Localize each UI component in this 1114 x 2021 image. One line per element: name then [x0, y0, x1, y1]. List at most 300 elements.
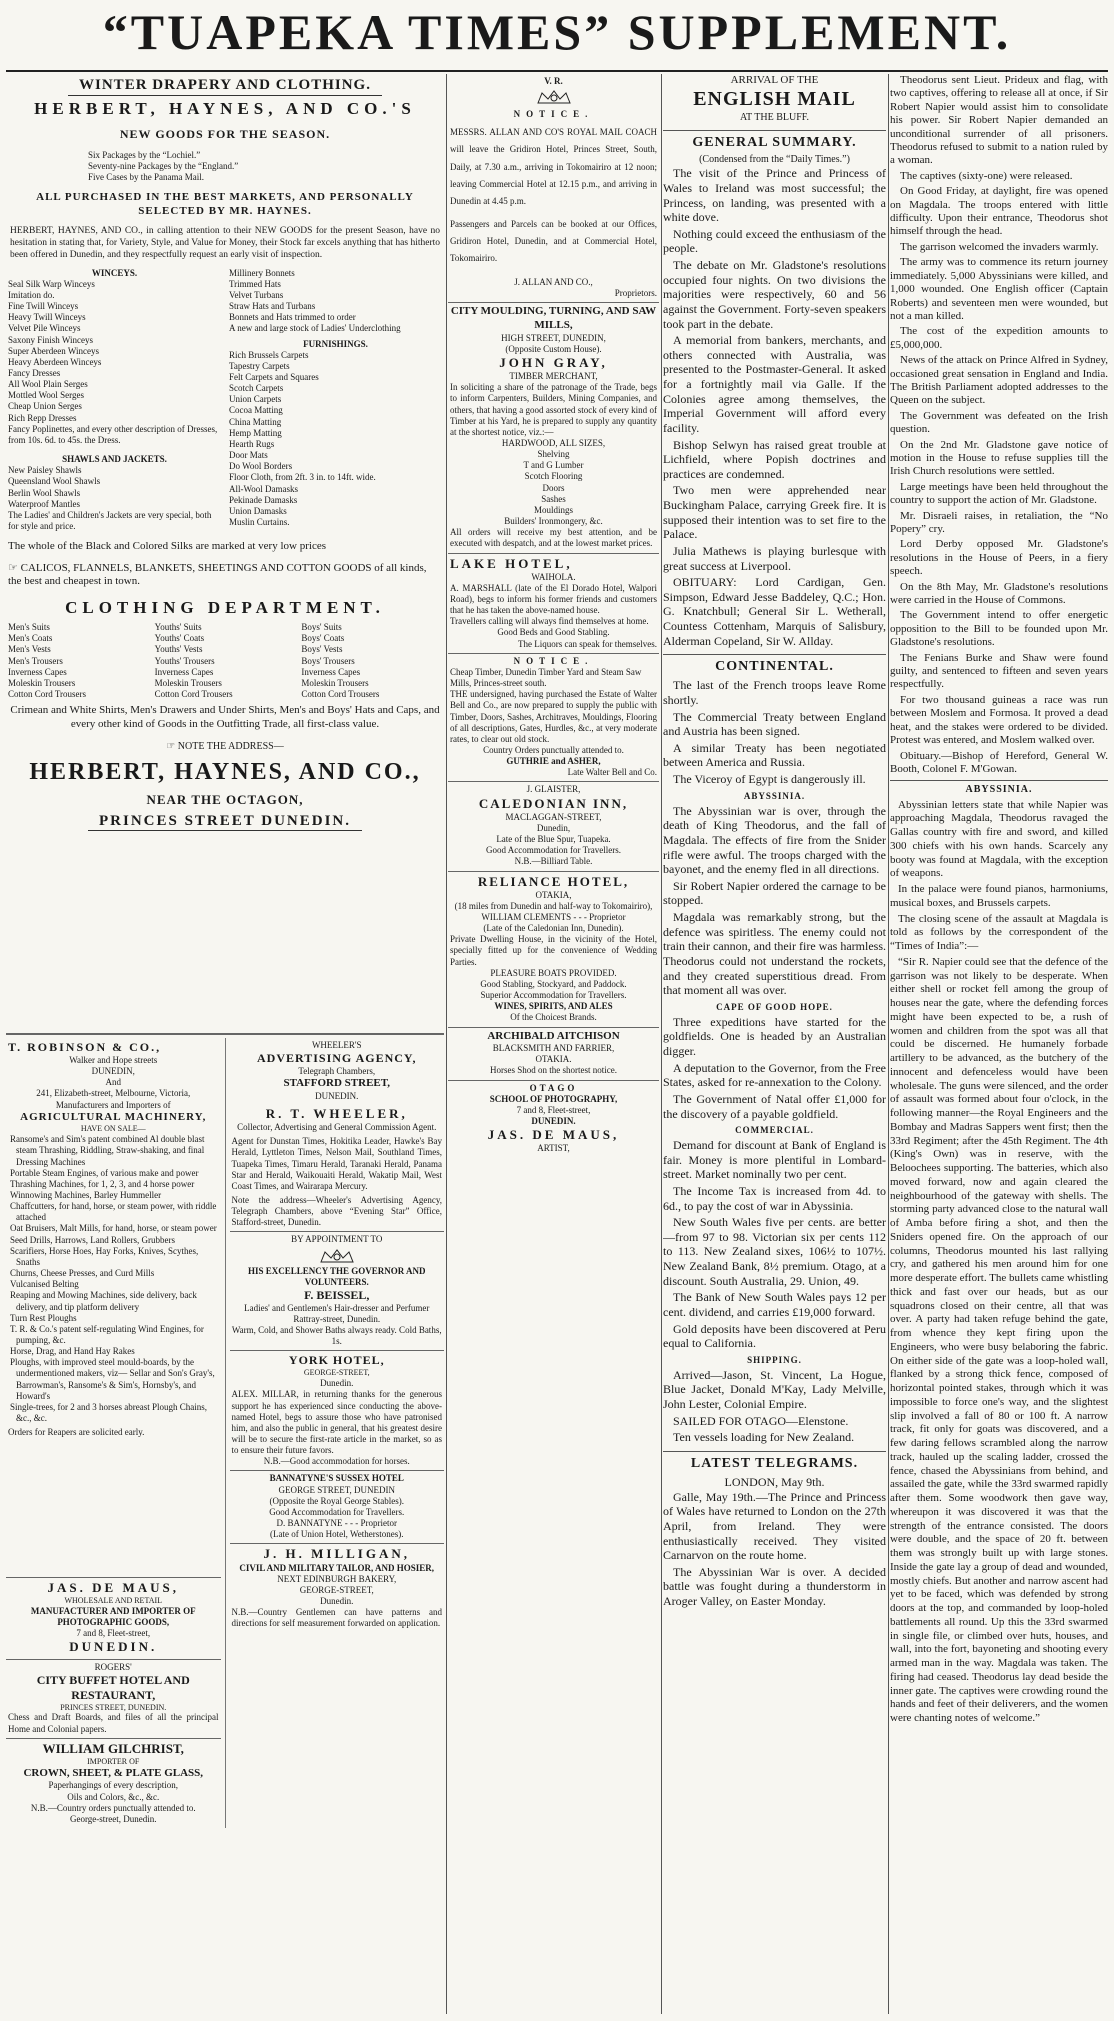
gray-ad: [448, 303, 659, 553]
masthead-rule: [6, 70, 1108, 72]
paragraph: Julia Mathews is playing burlesque with great success at Liverpool.: [663, 543, 886, 573]
list-item: Fancy Poplinettes, and every other description of Dresses, from 10s. 6d. to 45s. the Dress.: [8, 423, 218, 445]
list-item: Mottled Wool Serges: [8, 390, 84, 401]
bannatyne-prop: D. BANNATYNE - - - Proprietor: [276, 1518, 397, 1529]
list-item: New Paisley Shawls: [8, 465, 82, 476]
list-item: Inverness Capes: [154, 666, 214, 677]
wheeler-text: Agent for Dunstan Times, Hokitika Leader, Hawke's Bay Herald, Lyttleton Times, Nelson Mail, Southland Times, Tuapeka Times, Timaru Herald, Taranaki Herald, Panama Star and Herald, Waikouaiti Herald, Wakatip Mail, West Coast Times, and Wairarapa Mercury.: [231, 1136, 442, 1191]
paragraph: The Abyssinian war is over, through the death of King Theodorus, and the fall of Magdala. The effects of fire from the Snider rifle were awful. The troops charged with the bayonet, and the enemy fled in all directions.: [663, 803, 886, 877]
hh-shawls-list: [8, 465, 221, 532]
list-item: Seal Silk Warp Winceys: [8, 278, 95, 289]
list-item: Tapestry Carpets: [229, 360, 290, 371]
paragraph: The debate on Mr. Gladstone's resolutions occupied four nights. On two divisions the majorities were respectively, 60 and 56 against the Government. Forty-seven speakers took part in the debate.: [663, 258, 886, 331]
hh-clothing-list: [155, 622, 296, 700]
list-item: Reaping and Mowing Machines, side delivery, back delivery, and tip platform delivery: [10, 1290, 197, 1312]
bannatyne-late: (Late of Union Hotel, Wetherstones).: [269, 1529, 404, 1540]
paragraph: The last of the French troops leave Rome shortly.: [663, 678, 886, 707]
column-rule: [446, 74, 447, 2014]
news-continued: [890, 74, 1108, 1726]
paragraph: News of the attack on Prince Alfred in Sydney, occasioned great sensation in England and India. The British Parliament adopted addresses to the Queen on the subject.: [890, 354, 1108, 407]
milligan-line: NEXT EDINBURGH BAKERY,: [277, 1573, 397, 1584]
otago-name: JAS. DE MAUS,: [487, 1127, 620, 1143]
hh-street: PRINCES STREET DUNEDIN.: [88, 812, 362, 832]
caledonian-street: MACLAGGAN-STREET,: [505, 811, 602, 822]
demaus-line: WHOLESALE AND RETAIL: [64, 1596, 163, 1606]
wheeler-line: Telegraph Chambers,: [298, 1066, 376, 1077]
list-item: Men's Coats: [8, 633, 53, 644]
wheeler-line: DUNEDIN.: [315, 1090, 359, 1101]
paragraph: The Commercial Treaty between England and Austria has been signed.: [663, 709, 886, 739]
reliance-late: (Late of the Caledonian Inn, Dunedin).: [483, 923, 624, 934]
paragraph: The Fenians Burke and Shaw were found guilty, and sentenced to fifteen and seven years respectfully.: [890, 651, 1108, 691]
list-item: Trimmed Hats: [229, 278, 281, 289]
herbert-haynes-ad: [6, 74, 444, 1034]
list-item: Scarifiers, Horse Hoes, Hay Forks, Knives, Scythes, Snaths: [10, 1245, 199, 1267]
mail-paragraphs: [663, 1490, 886, 1609]
hh-shawls-heading: SHAWLS AND JACKETS.: [62, 454, 167, 465]
mail-paragraphs: [663, 678, 886, 786]
paragraph: The Government was defeated on the Irish question.: [890, 409, 1108, 436]
robinson-name: T. ROBINSON & CO.,: [8, 1040, 162, 1054]
list-item: Walker and Hope streets: [69, 1054, 158, 1065]
list-item: Thrashing Machines, for 1, 2, 3, and 4 horse power: [10, 1178, 195, 1189]
list-item: All-Wool Damasks: [229, 483, 299, 494]
mail-subheading: ABYSSINIA.: [743, 790, 806, 801]
mail-paragraphs: [663, 1138, 886, 1351]
list-item: Cocoa Matting: [229, 405, 283, 416]
mail-bluff: AT THE BLUFF.: [739, 111, 810, 123]
mail-paragraphs: [663, 166, 886, 648]
york-hotel-ad: [230, 1351, 445, 1471]
royal-crest-icon: [317, 1248, 357, 1264]
hh-firm: HERBERT, HAYNES, AND CO.'S: [34, 98, 416, 118]
beissel-name: F. BEISSEL,: [304, 1287, 370, 1302]
wheeler-name: R. T. WHEELER,: [265, 1105, 408, 1121]
reliance-stab: Good Stabling, Stockyard, and Paddock.: [480, 978, 627, 989]
english-mail-article: [663, 74, 886, 1609]
list-item: Imitation do.: [8, 289, 55, 300]
list-item: Muslin Curtains.: [229, 517, 290, 527]
paragraph: On the 8th May, Mr. Gladstone's resolutions were carried in the House of Commons.: [890, 580, 1108, 607]
paragraph: Mr. Disraeli raises, in retaliation, the “No Popery” cry.: [890, 509, 1108, 535]
hh-note-text: NOTE THE ADDRESS—: [177, 741, 284, 753]
list-item: T. R. & Co.'s patent self-regulating Wind Engines, for pumping, &c.: [10, 1323, 204, 1345]
list-item: Cheap Union Serges: [8, 401, 82, 412]
col1-lower: [6, 1034, 444, 1828]
list-item: Youths' Coats: [154, 633, 205, 644]
wheeler-note: Note the address—Wheeler's Advertising Agency, Telegraph Chambers, above “Evening Star” Office, Stafford-street, Dunedin.: [231, 1195, 442, 1228]
paragraph: The captives (sixty-one) were released.: [900, 169, 1073, 182]
lake-hotel-ad: [448, 554, 659, 654]
list-item: Mouldings: [533, 504, 573, 515]
wheeler-role: Collector, Advertising and General Commission Agent.: [237, 1122, 437, 1133]
hh-furnishings-heading: FURNISHINGS.: [303, 338, 368, 349]
mail-paragraphs: [663, 1368, 886, 1445]
paragraph: Ten vessels loading for New Zealand.: [673, 1430, 855, 1445]
demaus-city: DUNEDIN.: [69, 1639, 158, 1655]
list-item: Queensland Wool Shawls: [8, 476, 101, 487]
gray-items: [450, 449, 657, 527]
hand-icon: ☞: [166, 741, 178, 753]
robinson-title: AGRICULTURAL MACHINERY,: [20, 1110, 207, 1123]
hh-millinery-list: [229, 268, 442, 335]
otago-line: SCHOOL OF PHOTOGRAPHY,: [489, 1093, 618, 1104]
wheeler-line: STAFFORD STREET,: [283, 1077, 391, 1090]
gilchrist-line: CROWN, SHEET, & PLATE GLASS,: [23, 1766, 204, 1779]
demaus-ad: [6, 1578, 221, 1660]
aitchison-name: ARCHIBALD AITCHISON: [487, 1029, 620, 1042]
hh-clothing-lists: [8, 622, 442, 700]
list-item: Pekinade Damasks: [229, 494, 298, 505]
wheeler-line: ADVERTISING AGENCY,: [256, 1051, 417, 1066]
wheeler-line: WHEELER'S: [311, 1040, 362, 1050]
royal-crest-icon: [534, 89, 574, 105]
list-item: Men's Suits: [8, 622, 50, 633]
allan-text: MESSRS. ALLAN AND CO'S ROYAL MAIL COACH will leave the Gridiron Hotel, Princes Street, South, Daily, at 7.30 a.m., arriving in Tokomairiro at 12 noon; leaving Commercial Hotel at 12.15 p.m., and arriving in Dunedin at 4.45 p.m.: [450, 127, 657, 206]
hh-winceys-heading: WINCEYS.: [91, 267, 138, 278]
list-item: A new and large stock of Ladies' Underclothing: [229, 323, 401, 334]
aitchison-text: Horses Shod on the shortest notice.: [490, 1065, 617, 1076]
paragraph: Abyssinian letters state that while Napier was approaching Magdala, Theodorus ravaged the Gallas country with fire and sword, and killed 300 chiefs with his own hands. Scarcely any booty was found at Magdala, with the exception of weapons.: [890, 798, 1108, 880]
list-item: Felt Carpets and Squares: [229, 371, 319, 382]
mail-cond: (Condensed from the “Daily Times.”): [699, 154, 850, 166]
robinson-items: [8, 1134, 219, 1424]
column-4: [890, 74, 1108, 2014]
reliance-prop: WILLIAM CLEMENTS - - - Proprietor: [481, 911, 626, 922]
paragraph: On the 2nd Mr. Gladstone gave notice of motion in the House to refuse supplies till the Irish Church resolutions were settled.: [890, 438, 1108, 478]
list-item: Rich Repp Dresses: [8, 412, 77, 423]
gilchrist-line: IMPORTER OF: [87, 1756, 140, 1766]
list-item: Ransome's and Sim's patent combined Al double blast steam Thrashing, Riddling, Straw-shaking, and final Dressing Machines: [10, 1134, 205, 1167]
bannatyne-name: BANNATYNE'S SUSSEX HOTEL: [269, 1473, 404, 1484]
otago-line: DUNEDIN.: [531, 1116, 576, 1127]
mail-heading: CONTINENTAL.: [663, 654, 886, 675]
paragraph: A similar Treaty has been negotiated between America and Russia.: [663, 740, 886, 770]
list-item: Youths' Trousers: [154, 655, 215, 666]
list-item: Cotton Cord Trousers: [154, 689, 233, 700]
list-item: Inverness Capes: [8, 666, 67, 677]
list-item: Fancy Dresses: [8, 367, 61, 378]
lake-beds: Good Beds and Good Stabling.: [497, 627, 610, 638]
gray-addr: HIGH STREET, DUNEDIN,: [501, 332, 606, 343]
allan-sig: J. ALLAN AND CO.,: [514, 277, 593, 288]
paragraph: Galle, May 19th.—The Prince and Princess of Wales have returned to London on the 27th April, from Ireland. They were enthusiastically received. They visited Carnarvon on the route home.: [663, 1489, 886, 1563]
bannatyne-ad: [230, 1471, 445, 1544]
paragraph: SAILED FOR OTAGO—Elenstone.: [673, 1413, 849, 1428]
rogers-ad: [6, 1660, 221, 1739]
mail-subheading: CAPE OF GOOD HOPE.: [716, 1001, 833, 1012]
list-item: Moleskin Trousers: [154, 677, 222, 688]
list-item: Fine Twill Winceys: [8, 301, 79, 312]
list-item: Churns, Cheese Presses, and Curd Mills: [10, 1268, 155, 1279]
paragraph: On Good Friday, at daylight, fire was opened on Magdala. The troops entered with little difficulty. Upon their entrance, Theodorus shot himself through the head.: [890, 185, 1108, 238]
hh-intro: HERBERT, HAYNES, AND CO., in calling attention to their NEW GOODS for the present Season, have no hesitation in stating that, for Variety, Style, and Value for Money, their Stock far excels anything that has hitherto been offered in Dunedin, and they respectfully request an early visit of inspection.: [10, 226, 440, 260]
hh-lists: [8, 268, 442, 533]
robinson-sale: HAVE ON SALE—: [80, 1124, 146, 1134]
aitchison-ad: [448, 1028, 659, 1081]
robinson-lines: [8, 1055, 219, 1111]
list-item: Boys' Coats: [301, 633, 345, 644]
beissel-baths: Warm, Cold, and Shower Baths always ready. Cold Baths, 1s.: [231, 1325, 442, 1347]
list-item: Velvet Turbans: [229, 289, 284, 300]
rogers-addr: PRINCES STREET, DUNEDIN.: [60, 1702, 167, 1712]
beissel-his: HIS EXCELLENCY THE GOVERNOR AND VOLUNTEERS.: [247, 1265, 426, 1287]
beissel-addr: Rattray-street, Dunedin.: [293, 1313, 381, 1324]
otago-line: 7 and 8, Fleet-street,: [516, 1104, 591, 1115]
guthrie-l1: Cheap Timber, Dunedin Timber Yard and Steam Saw Mills, Princes-street south.: [450, 666, 642, 689]
guthrie-text: THE undersigned, having purchased the Estate of Walter Bell and Co., are now prepared to supply the public with Timber, Doors, Sashes, Architraves, Mouldings, Flooring of all descriptions, Gates, Hurdles, &c., at very moderate rates, to clear out old stock.: [450, 689, 657, 744]
reliance-wines: WINES, SPIRITS, AND ALES: [494, 1001, 613, 1012]
otago-role: ARTIST,: [537, 1143, 570, 1154]
list-item: Seed Drills, Harrows, Land Rollers, Grubbers: [10, 1234, 175, 1245]
york-name: YORK HOTEL,: [288, 1353, 385, 1368]
allan-text2: Passengers and Parcels can be booked at our Offices, Gridiron Hotel, Dunedin, and at Commercial Hotel, Tokomairiro.: [450, 218, 657, 263]
rogers-text: Chess and Draft Boards, and files of all the principal Home and Colonial papers.: [8, 1712, 219, 1734]
guthrie-country: Country Orders punctually attended to.: [483, 745, 624, 755]
hh-winceys-list: [8, 279, 221, 446]
hh-firm-2: HERBERT, HAYNES, AND CO.,: [29, 758, 421, 785]
list-item: Builders' Ironmongery, &c.: [504, 516, 603, 527]
gilchrist-ad: [6, 1739, 221, 1828]
hh-ship: Six Packages by the “Lochiel.”: [88, 149, 201, 160]
paragraph: A deputation to the Governor, from the Free States, asked for re-annexation to the Colony.: [663, 1060, 886, 1090]
demaus-line: MANUFACTURER AND IMPORTER OF PHOTOGRAPHIC GOODS,: [30, 1606, 196, 1628]
list-item: Shelving: [537, 449, 570, 460]
gilchrist-line: Oils and Colors, &c., &c.: [67, 1791, 160, 1802]
column-rule: [888, 74, 889, 2014]
caledonian-nb: N.B.—Billiard Table.: [514, 856, 593, 867]
news-subheading: ABYSSINIA.: [890, 780, 1108, 796]
list-item: Vulcanised Belting: [10, 1279, 79, 1290]
paragraph: Arrived—Jason, St. Vincent, La Hogue, Blue Jacket, Donald M'Kay, Lady Melville, John Lester, Colonial Empire.: [663, 1367, 886, 1412]
reliance-sup: Superior Accommodation for Travellers.: [480, 990, 627, 1001]
paragraph: In the palace were found pianos, harmoniums, musical boxes, and Brussels carpets.: [890, 883, 1108, 909]
caledonian-ad: [448, 782, 659, 871]
paragraph: The closing scene of the assault at Magdala is told as follows by the correspondent of the “Times of India”:—: [890, 912, 1108, 952]
paragraph: Demand for discount at Bank of England is fair. Money is more plentiful in Lombard-street. Market nominally two per cent.: [663, 1138, 886, 1182]
gray-name: JOHN GRAY,: [499, 354, 608, 370]
paragraph: The army was to commence its return journey immediately. 5,000 Abyssinians were killed, and 1,000 wounded. One English officer (Captain Roberts) and seventeen men were wounded, but not a man killed.: [890, 256, 1108, 322]
beissel-text: Ladies' and Gentlemen's Hair-dresser and Perfumer: [244, 1302, 430, 1313]
beissel-ad: [230, 1232, 445, 1351]
list-item: The Ladies' and Children's Jackets are very special, both for style and price.: [8, 509, 212, 531]
column-3: [663, 74, 886, 2014]
list-item: Youths' Vests: [154, 644, 203, 655]
list-item: Manufacturers and Importers of: [55, 1099, 171, 1110]
paragraph: The Government intend to offer energetic opposition to the Bill to be founded upon Mr. Gladstone's resolutions.: [890, 609, 1108, 649]
gilchrist-line: Paperhangings of every description,: [48, 1780, 178, 1791]
hh-crimean: Crimean and White Shirts, Men's Drawers and Under Shirts, Men's and Boys' Hats and Caps, and every other kind of Goods in the Outfitting Trade, all first-class value.: [10, 704, 440, 730]
paragraph: Gold deposits have been discovered at Peru equal to California.: [663, 1321, 886, 1351]
list-item: Youths' Suits: [154, 622, 202, 633]
list-item: Ploughs, with improved steel mould-boards, by the undermentioned makers, viz— Sellar and Son's Gray's, Barrowman's, Ransome's & Sim's, Hornsby's, and Howard's: [10, 1357, 215, 1401]
mail-paragraphs: [663, 804, 886, 998]
masthead-title: “TUAPEKA TIMES” SUPPLEMENT.: [102, 4, 1012, 60]
lake-text2: Travellers calling will always find themselves at home.: [450, 616, 649, 627]
paragraph: The visit of the Prince and Princess of Wales to Ireland was most successful; the Princess, on landing, was presented with a white dove.: [663, 166, 886, 225]
york-city: Dunedin.: [320, 1378, 354, 1389]
mail-subheading: SHIPPING.: [747, 1354, 802, 1365]
mail-arrival: ARRIVAL OF THE: [730, 74, 819, 86]
caledonian-name: J. GLAISTER,: [526, 784, 581, 795]
list-item: China Matting: [229, 416, 282, 427]
milligan-ad: [230, 1544, 445, 1632]
rogers-title: CITY BUFFET HOTEL AND RESTAURANT,: [36, 1672, 190, 1702]
list-item: Boys' Trousers: [301, 655, 355, 666]
otago-line: OTAGO: [529, 1082, 578, 1093]
paragraph: The Bank of New South Wales pays 12 per cent. dividend, and carries £19,000 forward.: [663, 1290, 886, 1319]
gray-title: CITY MOULDING, TURNING, AND SAW MILLS,: [450, 305, 657, 331]
list-item: Hemp Matting: [229, 427, 282, 438]
hh-ship: Seventy-nine Packages by the “England.”: [88, 160, 239, 171]
milligan-name: J. H. MILLIGAN,: [263, 1546, 410, 1562]
reliance-dist: (18 miles from Dunedin and half-way to Tokomairiro),: [454, 900, 653, 911]
list-item: Horse, Drag, and Hand Hay Rakes: [10, 1346, 135, 1357]
hh-clothing-list: [301, 622, 442, 700]
hh-clothing-list: [8, 622, 149, 700]
list-item: Scotch Carpets: [229, 383, 284, 394]
mail-title: ENGLISH MAIL: [693, 88, 856, 111]
hh-furnishings-list: [229, 350, 442, 529]
paragraph: Obituary.—Bishop of Hereford, General W. Booth, Colonel F. M'Gowan.: [890, 749, 1108, 775]
aitchison-trade: BLACKSMITH AND FARRIER,: [492, 1043, 615, 1054]
guthrie-notice: NOTICE.: [513, 655, 594, 666]
allan-coach-ad: [448, 74, 659, 303]
paragraph: Bishop Selwyn has raised great trouble at Lichfield, where Popish doctrines and practices are condemned.: [663, 437, 886, 481]
gilchrist-addr: George-street, Dunedin.: [69, 1813, 157, 1824]
guthrie-late: Late Walter Bell and Co.: [567, 767, 657, 778]
gilchrist-nb: N.B.—Country orders punctually attended to.: [30, 1802, 196, 1813]
paragraph: For two thousand guineas a race was run between Moslem and Formosa. It proved a dead heat, and the stakes were ordered to be divided. Protest was entered, and Moslem walked over.: [890, 693, 1108, 747]
reliance-choice: Of the Choicest Brands.: [510, 1012, 597, 1023]
paragraph: The garrison welcomed the invaders warmly.: [900, 240, 1099, 253]
guthrie-ad: [448, 654, 659, 783]
paragraph: New South Wales five per cents. are better—from 97 to 98. Victorian six per cents 112 to 113. New Zealand sixes, 106½ to 107½. New Zealand Bank, 8½ premium. Otago, at a discount. South Australia, 29. Union, 49.: [663, 1215, 886, 1288]
robinson-footer: Orders for Reapers are solicited early.: [8, 1427, 145, 1438]
rogers-name: ROGERS': [94, 1661, 132, 1672]
list-item: Moleskin Trousers: [301, 677, 369, 688]
milligan-line: GEORGE-STREET,: [299, 1584, 374, 1595]
paragraph: Three expeditions have started for the goldfields. One is headed by an Australian digger.: [663, 1014, 886, 1059]
demaus-name: JAS. DE MAUS,: [47, 1580, 179, 1595]
bannatyne-good: Good Accommodation for Travellers.: [269, 1506, 405, 1517]
list-item: Super Aberdeen Winceys: [8, 345, 99, 356]
paragraph: Lord Derby opposed Mr. Gladstone's resolutions in the House of Peers, in a fiery speech.: [890, 538, 1108, 578]
column-1: [6, 74, 444, 2014]
abyssinia-paragraphs: [890, 799, 1108, 1726]
paragraph: Magdala was remarkably strong, but the defence was spiritless. The enemy could not train their cannon, and their fire was harmless. Theodorus could not understand the rockets, and they created superstitious dread. From that moment all was over.: [663, 910, 886, 998]
list-item: Boys' Vests: [301, 644, 343, 655]
list-item: Sashes: [541, 493, 566, 504]
beissel-appt: BY APPOINTMENT TO: [291, 1234, 383, 1245]
paragraph: Two men were apprehended near Buckingham Palace, carrying Greek fire. It is supposed their intention was to set fire to the Palace.: [663, 483, 886, 542]
list-item: Cotton Cord Trousers: [8, 689, 87, 700]
paragraph: Theodorus sent Lieut. Prideux and flag, with two captives, offering to release all at once, if Sir Robert Napier would assist him to consolidate his power. Sir Robert Napier demanded an unconditional surrender of all prisoners. Theodorus refused to submit to a nation ruled by a woman.: [890, 74, 1108, 167]
list-item: Inverness Capes: [301, 666, 361, 677]
guthrie-name: GUTHRIE and ASHER,: [506, 756, 601, 767]
caledonian-late: Late of the Blue Spur, Tuapeka.: [496, 834, 611, 845]
paragraph: Large meetings have been held throughout the country to support the action of Mr. Gladstone.: [890, 480, 1108, 507]
list-item: Doors: [542, 482, 565, 493]
list-item: Union Damasks: [229, 505, 287, 516]
list-item: Velvet Pile Winceys: [8, 323, 81, 334]
robinson-ad: [6, 1038, 221, 1578]
reliance-text: Private Dwelling House, in the vicinity of the Hotel, specially fitted up for the convenience of Wedding Parties.: [450, 934, 657, 967]
mail-heading: LATEST TELEGRAMS.: [663, 1451, 886, 1472]
list-item: Millinery Bonnets: [229, 267, 295, 278]
list-item: Boys' Suits: [301, 622, 342, 633]
lake-liq: The Liquors can speak for themselves.: [518, 638, 657, 649]
gray-text: In soliciting a share of the patronage of the Trade, begs to inform Carpenters, Builders, Mining Companies, and others, that having a good assorted stock of every kind of Timber at his Yard, he is prepared to supply any quantity at the shortest notice, viz.:—: [450, 382, 657, 437]
caledonian-good: Good Accommodation for Travellers.: [486, 845, 621, 856]
allan-prop: Proprietors.: [614, 288, 657, 299]
hand-icon: ☞: [8, 561, 21, 574]
list-item: Men's Trousers: [8, 655, 63, 666]
milligan-nb: N.B.—Country Gentlemen can have patterns and directions for self measurement forwarded on application.: [231, 1607, 442, 1629]
mail-london: LONDON, May 9th.: [724, 1475, 825, 1490]
milligan-line: Dunedin.: [320, 1596, 354, 1606]
otago-photography-ad: [448, 1081, 659, 1158]
paragraph: “Sir R. Napier could see that the defence of the garrison was not likely to be desperate. When either shell or rocket fell among the group of houses near the gate, where the defending forces might have been expected to be, a rush of women and children from the spot was all that could be discerned. He humanely forbade artillery to be advanced, as the butchery of the innocent and defenceless would have been wholesale. The guns were silenced, and the order of assault was formed about four o'clock, in the following manner—the Royal Engineers and the Bombay and Madras Sappers went first; then the 33rd Regiment; after the 45th Regiment. The 4th (King's Own) was in reserve, with the Beloochees supporting. The batteries, which also moved forward, now and again cleared the neighbourhood of the gateway with shells. The storming party advanced close to the natural wall of Amba before firing a shot, and then the Sniders opened fire. On the approach of our columns, Theodorus mounted his last rallying cry, and gathered his men around him for one more desperate effort. The bullets came whistling thick and fast over our heads, but as our squadrons closed on their centre, all that was over. A party had taken refuge behind the gate, from whence they kept firing upon the Engineers, who were busy belaboring the fabric. On either side of the gate was a loop-holed wall, flanked by a strong thick fence, composed of horizontal pointed stakes, through which it was impossible to force one's way, and the slightest slip involved a fall of 80 or 100 ft. A narrow track, fit only for goats was discovered, and a few daring fellows scrambled along the narrow track, hauled up the scaling ladder, crossed the fence, chased the Abyssinians from behind, and assailed the gate, while the 33rd swarmed rapidly after them. Some woodwork then gave way, whereupon it was discovered it was that the strength of the entrance consisted. The doors were double, and the space of 20 ft. between them was strongly built up with large stones. Inside the gate lay a group of dead and wounded, mostly chiefs. But another and narrow ascent had yet to be faced, which was defended by strong doors at the top, and commanded by loop-holed battlements all round. Up this the 33rd swarmed in single file, or climbed over huts, houses, and wall, into the fort, bayoneting and shooting every armed man in the way. Magdala was taken. The firing had ceased. Theodorus lay dead beside the inner gate. The captives were crowding round the hands and feet of their deliverers, and the women were chanting notes of welcome.”: [890, 955, 1108, 1724]
gilchrist-name: WILLIAM GILCHRIST,: [42, 1740, 184, 1756]
caledonian-title: CALEDONIAN INN,: [478, 795, 629, 811]
lake-place: WAIHOLA.: [531, 571, 576, 582]
mail-heading: GENERAL SUMMARY.: [663, 130, 886, 151]
column-rule: [661, 74, 662, 2014]
list-item: Single-trees, for 2 and 3 horses abreast Plough Chains, &c., &c.: [10, 1401, 207, 1424]
hh-purchased: ALL PURCHASED IN THE BEST MARKETS, AND PERSONALLY SELECTED BY MR. HAYNES.: [36, 191, 414, 217]
wheeler-ad: [230, 1038, 445, 1232]
york-addr: GEORGE-STREET,: [303, 1368, 370, 1378]
paragraph: Nothing could exceed the enthusiasm of the people.: [663, 226, 886, 256]
list-item: Portable Steam Engines, of various make and power: [10, 1167, 199, 1178]
list-item: Turn Rest Ploughs: [10, 1312, 77, 1323]
hh-calicos-text: CALICOS, FLANNELS, BLANKETS, SHEETINGS AND COTTON GOODS of all kinds, the best and cheapest in town.: [8, 561, 427, 588]
demaus-line: 7 and 8, Fleet-street,: [76, 1628, 151, 1639]
list-item: T and G Lumber: [523, 460, 584, 471]
list-item: All Wool Plain Serges: [8, 379, 88, 390]
bannatyne-opp: (Opposite the Royal George Stables).: [269, 1495, 405, 1506]
lake-text: A. MARSHALL (late of the El Dorado Hotel, Walpori Road), begs to inform his former friends and customers that he has taken the above-named house.: [450, 582, 657, 616]
hh-calicos: [8, 562, 442, 589]
list-item: Moleskin Trousers: [8, 677, 76, 688]
list-item: Oat Bruisers, Malt Mills, for hand, horse, or steam power: [10, 1223, 217, 1234]
list-item: Chaffcutters, for hand, horse, or steam power, with riddle attached: [10, 1201, 217, 1223]
list-item: Men's Vests: [8, 644, 51, 655]
hh-clothing-heading: CLOTHING DEPARTMENT.: [65, 598, 385, 618]
reliance-name: RELIANCE HOTEL,: [477, 873, 630, 889]
list-item: Heavy Twill Winceys: [8, 312, 86, 323]
hh-near: NEAR THE OCTAGON,: [146, 791, 304, 807]
list-item: Floor Cloth, from 2ft. 3 in. to 14ft. wide.: [229, 472, 376, 483]
paragraph: Sir Robert Napier ordered the carnage to be stopped.: [663, 878, 886, 908]
list-item: Bonnets and Hats trimmed to order: [229, 312, 356, 323]
list-item: Do Wool Borders: [229, 461, 293, 472]
paragraph: The cost of the expedition amounts to £5,000,000.: [890, 325, 1108, 351]
bannatyne-addr: GEORGE STREET, DUNEDIN: [278, 1484, 396, 1495]
hh-banner: WINTER DRAPERY AND CLOTHING.: [68, 76, 382, 96]
york-nb: N.B.—Good accommodation for horses.: [263, 1456, 410, 1467]
list-item: Winnowing Machines, Barley Hummeller: [10, 1189, 162, 1200]
list-item: Door Mats: [229, 450, 268, 461]
mail-paragraphs: [663, 1015, 886, 1121]
paragraph: The Abyssinian War is over. A decided battle was fought during a thunderstorm in Aroger Valley, on Easter Monday.: [663, 1564, 886, 1609]
hh-ship: Five Cases by the Panama Mail.: [88, 171, 204, 182]
paragraph: OBITUARY: Lord Cardigan, Gen. Simpson, Edward Jesse Baddeley, Q.C.; Hon. G. Knatchbull; General Sir L. Wetherall, Countess Cottenham, Marquis of Salisbury, Alderman Copeland, Sir W. Allday.: [663, 575, 886, 648]
list-item: Straw Hats and Turbans: [229, 301, 316, 312]
list-item: 241, Elizabeth-street, Melbourne, Victoria,: [36, 1088, 191, 1099]
list-item: Rich Brussels Carpets: [229, 349, 309, 360]
